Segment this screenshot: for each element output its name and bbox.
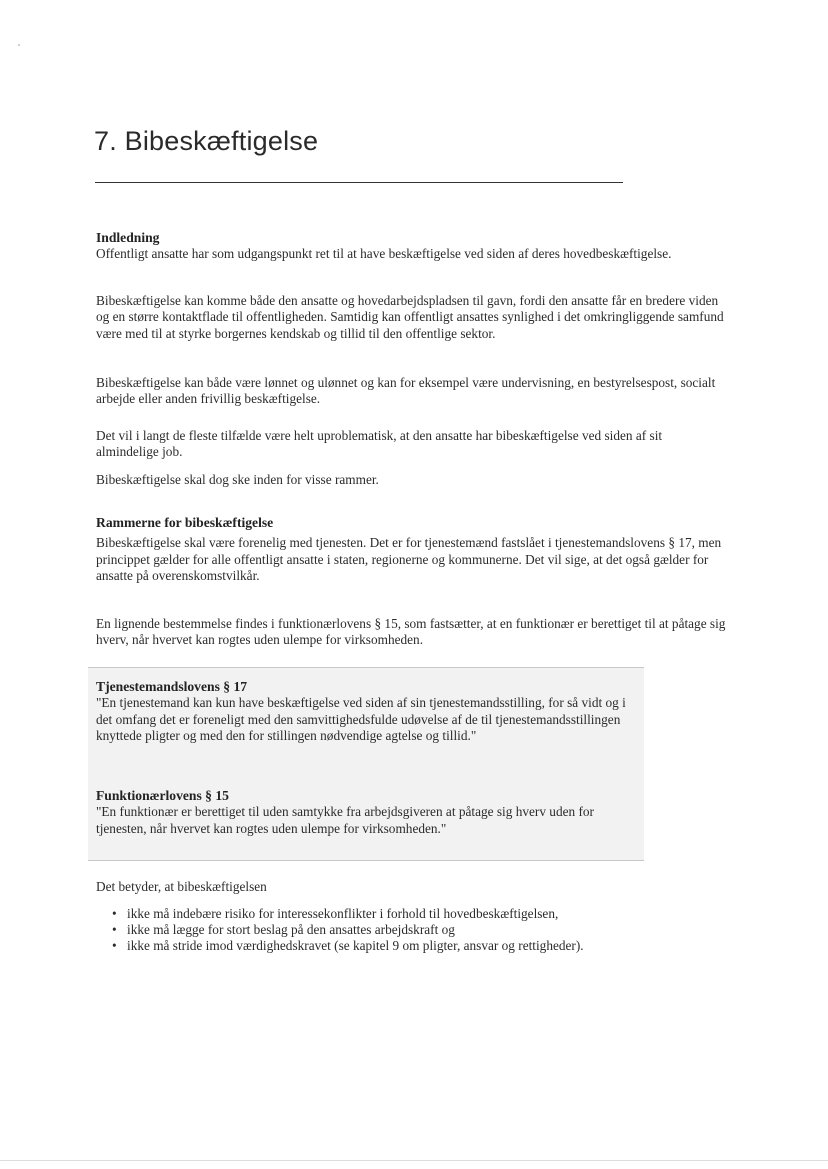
intro-heading: Indledning <box>96 230 160 245</box>
list-item: • ikke må lægge for stort beslag på den ansattes arbejdskraft og <box>110 922 710 938</box>
frames-paragraph-1: Bibeskæftigelse skal være forenelig med tjenesten. Det er for tjenestemænd fastslået i tjenestemandslovens § 17, men princippet gælder for alle offentligt ansatte i staten, regionerne og kommunerne. Det vil sige, at det også gælder for ansatte på overenskomstvilkår. <box>96 535 722 584</box>
frames-paragraph-2: En lignende bestemmelse findes i funktionærlovens § 15, som fastsætter, at en funktionær er berettiget til at påtage sig hverv, når hvervet kan rogtes uden ulempe for virksomheden. <box>96 616 726 648</box>
intro-section <box>96 230 726 263</box>
frames-heading: Rammerne for bibeskæftigelse <box>96 515 274 530</box>
page-title: 7. Bibeskæftigelse <box>94 126 319 156</box>
law-1-heading: Tjenestemandslovens § 17 <box>96 679 248 694</box>
list-item: • ikke må indebære risiko for interessekonflikter i forhold til hovedbeskæftigelsen, <box>110 906 710 922</box>
law-2 <box>96 788 641 837</box>
intro-paragraph-2: Bibeskæftigelse kan komme både den ansatte og hovedarbejdspladsen til gavn, fordi den ansatte får en bredere viden og en større kontaktflade til offentligheden. Samtidig kan offentligt ansattes synlighed i det omkringliggende samfund være med til at styrke borgernes kendskab og tillid til den offentlige sektor. <box>96 293 724 341</box>
intro-paragraph-3: Bibeskæftigelse kan både være lønnet og ulønnet og kan for eksempel være undervisning, en bestyrelsespost, socialt arbejde eller anden frivillig beskæftigelse. <box>96 375 716 407</box>
law-quote-box <box>88 667 644 861</box>
law-1-text: "En tjenestemand kan kun have beskæftigelse ved siden af sin tjenestemandsstilling, for så vidt og i det omfang det er foreneligt med den samvittighedsfulde udøvelse af de til tjenestemandsstillingen knyttede pligter og med den for stillingen nødvendige agtelse og tillid." <box>96 695 626 744</box>
page-bottom-edge <box>0 1160 828 1161</box>
list-item: • ikke må stride imod værdighedskravet (se kapitel 9 om pligter, ansvar og rettigheder). <box>110 938 710 954</box>
law-2-heading: Funktionærlovens § 15 <box>96 788 229 803</box>
intro-paragraph-1: Offentligt ansatte har som udgangspunkt ret til at have beskæftigelse ved siden af deres hovedbeskæftigelse. <box>96 246 672 262</box>
intro-paragraph-5: Bibeskæftigelse skal dog ske inden for visse rammer. <box>96 472 379 487</box>
scan-mark <box>18 44 20 46</box>
conclusion-bullet-list <box>110 906 710 954</box>
law-1 <box>96 679 641 745</box>
title-divider <box>95 182 623 183</box>
conclusion-lead: Det betyder, at bibeskæftigelsen <box>96 879 267 894</box>
law-2-text: "En funktionær er berettiget til uden samtykke fra arbejdsgiveren at påtage sig hverv uden for tjenesten, når hvervet kan rogtes uden ulempe for virksomheden." <box>96 804 594 836</box>
intro-paragraph-4: Det vil i langt de fleste tilfælde være helt uproblematisk, at den ansatte har bibeskæftigelse ved siden af sit almindelige job. <box>96 428 663 460</box>
frames-section <box>96 515 726 585</box>
